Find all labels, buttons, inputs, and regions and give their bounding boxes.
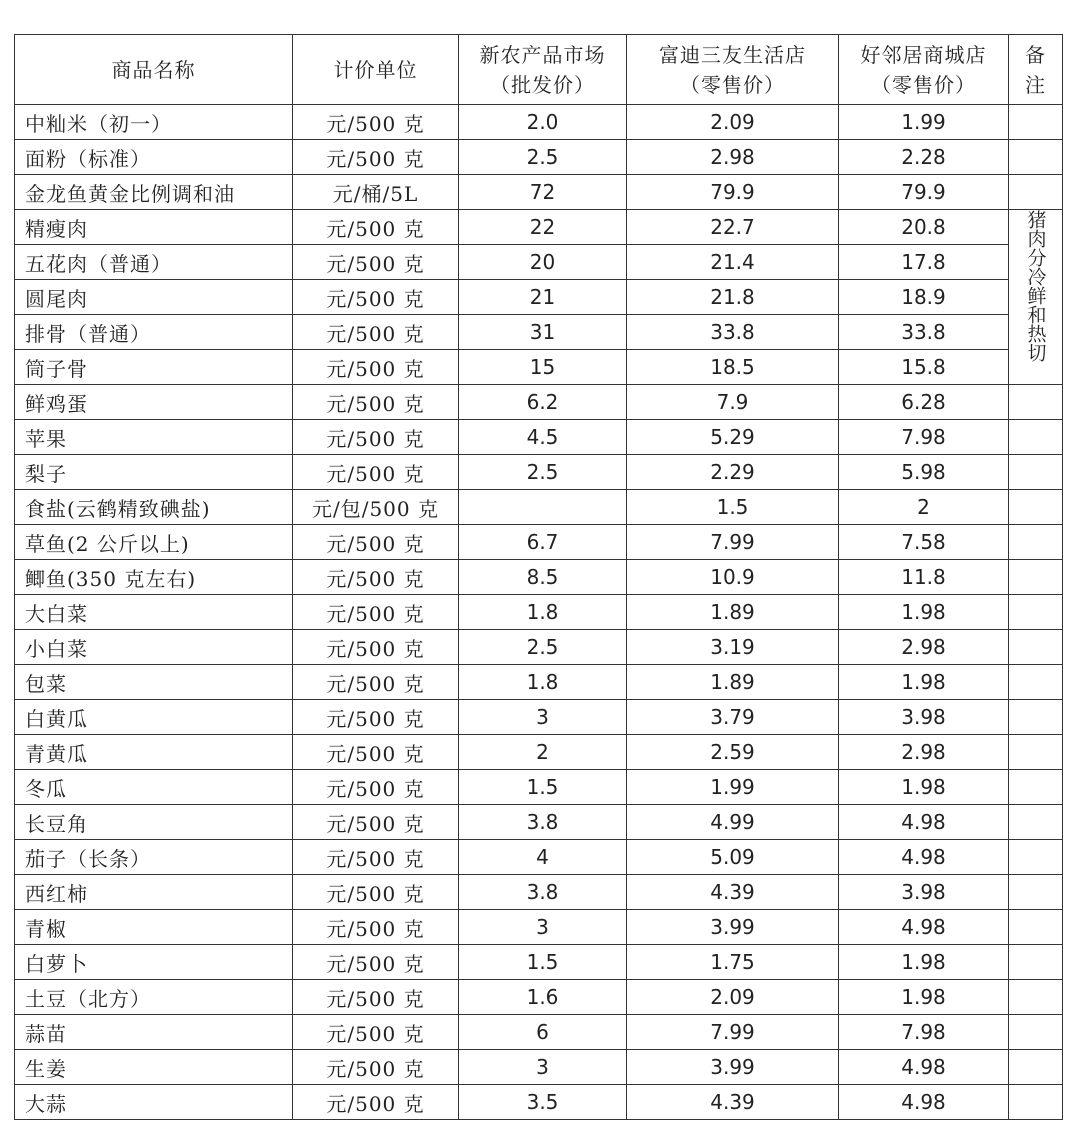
wholesale-price-cell: 3 bbox=[459, 700, 627, 735]
table-row bbox=[15, 630, 1063, 665]
note-cell bbox=[1009, 770, 1063, 805]
product-name-cell: 金龙鱼黄金比例调和油 bbox=[15, 175, 293, 210]
haolinju-price-cell: 5.98 bbox=[839, 455, 1009, 490]
fudi-price-cell: 1.5 bbox=[627, 490, 839, 525]
header-note: 备 注 bbox=[1009, 35, 1063, 105]
haolinju-price-cell: 17.8 bbox=[839, 245, 1009, 280]
fudi-price-cell: 7.99 bbox=[627, 1015, 839, 1050]
fudi-price-cell: 1.99 bbox=[627, 770, 839, 805]
wholesale-price-cell: 4 bbox=[459, 840, 627, 875]
wholesale-price-cell: 1.5 bbox=[459, 945, 627, 980]
unit-cell: 元/500 克 bbox=[293, 105, 459, 140]
fudi-price-cell: 2.98 bbox=[627, 140, 839, 175]
unit-cell: 元/500 克 bbox=[293, 1015, 459, 1050]
wholesale-price-cell: 3.8 bbox=[459, 875, 627, 910]
wholesale-price-cell: 1.8 bbox=[459, 665, 627, 700]
product-name-cell: 圆尾肉 bbox=[15, 280, 293, 315]
wholesale-price-cell: 31 bbox=[459, 315, 627, 350]
header-store-haolinju-title: 好邻居商城店 bbox=[860, 42, 987, 67]
wholesale-price-cell: 3.5 bbox=[459, 1085, 627, 1120]
table-row bbox=[15, 700, 1063, 735]
product-name-cell: 土豆（北方） bbox=[15, 980, 293, 1015]
haolinju-price-cell: 1.98 bbox=[839, 980, 1009, 1015]
fudi-price-cell: 4.39 bbox=[627, 1085, 839, 1120]
haolinju-price-cell: 7.58 bbox=[839, 525, 1009, 560]
fudi-price-cell: 5.29 bbox=[627, 420, 839, 455]
table-row bbox=[15, 560, 1063, 595]
wholesale-price-cell: 72 bbox=[459, 175, 627, 210]
unit-cell: 元/500 克 bbox=[293, 385, 459, 420]
table-row bbox=[15, 490, 1063, 525]
product-name-cell: 生姜 bbox=[15, 1050, 293, 1085]
product-name-cell: 食盐(云鹤精致碘盐) bbox=[15, 490, 293, 525]
product-name-cell: 西红柿 bbox=[15, 875, 293, 910]
haolinju-price-cell: 2.98 bbox=[839, 735, 1009, 770]
table-row bbox=[15, 245, 1063, 280]
table-row bbox=[15, 350, 1063, 385]
pork-note-text: 猪肉分冷鲜和热切 bbox=[1024, 210, 1047, 362]
fudi-price-cell: 21.4 bbox=[627, 245, 839, 280]
table-row bbox=[15, 315, 1063, 350]
note-cell bbox=[1009, 665, 1063, 700]
header-row bbox=[15, 35, 1063, 105]
header-wholesale-market bbox=[459, 35, 627, 105]
fudi-price-cell: 1.89 bbox=[627, 595, 839, 630]
table-row bbox=[15, 175, 1063, 210]
haolinju-price-cell: 1.99 bbox=[839, 105, 1009, 140]
unit-cell: 元/500 克 bbox=[293, 700, 459, 735]
wholesale-price-cell: 6 bbox=[459, 1015, 627, 1050]
table-row bbox=[15, 735, 1063, 770]
unit-cell: 元/500 克 bbox=[293, 315, 459, 350]
unit-cell: 元/500 克 bbox=[293, 1085, 459, 1120]
unit-cell: 元/500 克 bbox=[293, 840, 459, 875]
wholesale-price-cell bbox=[459, 490, 627, 525]
header-store-fudi bbox=[627, 35, 839, 105]
product-name-cell: 筒子骨 bbox=[15, 350, 293, 385]
note-cell bbox=[1009, 105, 1063, 140]
wholesale-price-cell: 15 bbox=[459, 350, 627, 385]
table-row bbox=[15, 1050, 1063, 1085]
header-unit: 计价单位 bbox=[293, 35, 459, 105]
haolinju-price-cell: 4.98 bbox=[839, 840, 1009, 875]
product-name-cell: 苹果 bbox=[15, 420, 293, 455]
table-row bbox=[15, 595, 1063, 630]
haolinju-price-cell: 15.8 bbox=[839, 350, 1009, 385]
wholesale-price-cell: 4.5 bbox=[459, 420, 627, 455]
table-row bbox=[15, 210, 1063, 245]
table-row bbox=[15, 770, 1063, 805]
product-name-cell: 鲜鸡蛋 bbox=[15, 385, 293, 420]
wholesale-price-cell: 2.5 bbox=[459, 140, 627, 175]
note-cell bbox=[1009, 1015, 1063, 1050]
note-cell bbox=[1009, 805, 1063, 840]
haolinju-price-cell: 1.98 bbox=[839, 665, 1009, 700]
haolinju-price-cell: 4.98 bbox=[839, 1085, 1009, 1120]
unit-cell: 元/500 克 bbox=[293, 420, 459, 455]
fudi-price-cell: 33.8 bbox=[627, 315, 839, 350]
product-name-cell: 大蒜 bbox=[15, 1085, 293, 1120]
fudi-price-cell: 2.09 bbox=[627, 980, 839, 1015]
haolinju-price-cell: 4.98 bbox=[839, 805, 1009, 840]
fudi-price-cell: 3.99 bbox=[627, 1050, 839, 1085]
product-name-cell: 鲫鱼(350 克左右) bbox=[15, 560, 293, 595]
wholesale-price-cell: 3 bbox=[459, 910, 627, 945]
fudi-price-cell: 2.09 bbox=[627, 105, 839, 140]
wholesale-price-cell: 2.5 bbox=[459, 630, 627, 665]
product-name-cell: 精瘦肉 bbox=[15, 210, 293, 245]
note-cell bbox=[1009, 385, 1063, 420]
wholesale-price-cell: 21 bbox=[459, 280, 627, 315]
haolinju-price-cell: 18.9 bbox=[839, 280, 1009, 315]
unit-cell: 元/500 克 bbox=[293, 875, 459, 910]
note-cell bbox=[1009, 630, 1063, 665]
table-row bbox=[15, 945, 1063, 980]
unit-cell: 元/500 克 bbox=[293, 140, 459, 175]
unit-cell: 元/500 克 bbox=[293, 805, 459, 840]
haolinju-price-cell: 11.8 bbox=[839, 560, 1009, 595]
product-name-cell: 中籼米（初一） bbox=[15, 105, 293, 140]
product-name-cell: 蒜苗 bbox=[15, 1015, 293, 1050]
fudi-price-cell: 3.19 bbox=[627, 630, 839, 665]
fudi-price-cell: 7.99 bbox=[627, 525, 839, 560]
wholesale-price-cell: 6.7 bbox=[459, 525, 627, 560]
note-cell bbox=[1009, 140, 1063, 175]
note-cell bbox=[1009, 175, 1063, 210]
table-row bbox=[15, 840, 1063, 875]
note-cell bbox=[1009, 875, 1063, 910]
note-cell bbox=[1009, 420, 1063, 455]
wholesale-price-cell: 1.6 bbox=[459, 980, 627, 1015]
unit-cell: 元/500 克 bbox=[293, 945, 459, 980]
wholesale-price-cell: 22 bbox=[459, 210, 627, 245]
table-row bbox=[15, 105, 1063, 140]
header-store-fudi-subtitle: （零售价） bbox=[680, 72, 785, 97]
unit-cell: 元/500 克 bbox=[293, 735, 459, 770]
fudi-price-cell: 7.9 bbox=[627, 385, 839, 420]
wholesale-price-cell: 2.0 bbox=[459, 105, 627, 140]
product-name-cell: 排骨（普通） bbox=[15, 315, 293, 350]
fudi-price-cell: 4.39 bbox=[627, 875, 839, 910]
note-cell bbox=[1009, 455, 1063, 490]
header-store-fudi-title: 富迪三友生活店 bbox=[659, 42, 806, 67]
note-cell bbox=[1009, 910, 1063, 945]
product-name-cell: 小白菜 bbox=[15, 630, 293, 665]
product-name-cell: 草鱼(2 公斤以上) bbox=[15, 525, 293, 560]
header-name: 商品名称 bbox=[15, 35, 293, 105]
note-cell bbox=[1009, 560, 1063, 595]
fudi-price-cell: 79.9 bbox=[627, 175, 839, 210]
haolinju-price-cell: 33.8 bbox=[839, 315, 1009, 350]
wholesale-price-cell: 2.5 bbox=[459, 455, 627, 490]
note-cell bbox=[1009, 1085, 1063, 1120]
haolinju-price-cell: 1.98 bbox=[839, 945, 1009, 980]
fudi-price-cell: 5.09 bbox=[627, 840, 839, 875]
unit-cell: 元/500 克 bbox=[293, 980, 459, 1015]
note-cell bbox=[1009, 735, 1063, 770]
fudi-price-cell: 10.9 bbox=[627, 560, 839, 595]
table-row bbox=[15, 910, 1063, 945]
unit-cell: 元/500 克 bbox=[293, 280, 459, 315]
table-row bbox=[15, 1085, 1063, 1120]
wholesale-price-cell: 1.5 bbox=[459, 770, 627, 805]
haolinju-price-cell: 3.98 bbox=[839, 875, 1009, 910]
note-cell bbox=[1009, 945, 1063, 980]
product-name-cell: 包菜 bbox=[15, 665, 293, 700]
fudi-price-cell: 21.8 bbox=[627, 280, 839, 315]
product-name-cell: 茄子（长条） bbox=[15, 840, 293, 875]
note-cell bbox=[1009, 490, 1063, 525]
fudi-price-cell: 3.99 bbox=[627, 910, 839, 945]
haolinju-price-cell: 3.98 bbox=[839, 700, 1009, 735]
unit-cell: 元/500 克 bbox=[293, 630, 459, 665]
unit-cell: 元/500 克 bbox=[293, 595, 459, 630]
wholesale-price-cell: 6.2 bbox=[459, 385, 627, 420]
unit-cell: 元/500 克 bbox=[293, 665, 459, 700]
wholesale-price-cell: 1.8 bbox=[459, 595, 627, 630]
note-cell bbox=[1009, 840, 1063, 875]
table-row bbox=[15, 385, 1063, 420]
unit-cell: 元/500 克 bbox=[293, 560, 459, 595]
note-cell bbox=[1009, 525, 1063, 560]
product-name-cell: 冬瓜 bbox=[15, 770, 293, 805]
price-table bbox=[14, 34, 1063, 1120]
table-row bbox=[15, 280, 1063, 315]
wholesale-price-cell: 2 bbox=[459, 735, 627, 770]
header-store-haolinju bbox=[839, 35, 1009, 105]
table-row bbox=[15, 140, 1063, 175]
product-name-cell: 五花肉（普通） bbox=[15, 245, 293, 280]
haolinju-price-cell: 4.98 bbox=[839, 1050, 1009, 1085]
fudi-price-cell: 4.99 bbox=[627, 805, 839, 840]
haolinju-price-cell: 2.98 bbox=[839, 630, 1009, 665]
table-row bbox=[15, 420, 1063, 455]
product-name-cell: 面粉（标准） bbox=[15, 140, 293, 175]
haolinju-price-cell: 2 bbox=[839, 490, 1009, 525]
unit-cell: 元/500 克 bbox=[293, 910, 459, 945]
wholesale-price-cell: 3 bbox=[459, 1050, 627, 1085]
unit-cell: 元/500 克 bbox=[293, 350, 459, 385]
unit-cell: 元/500 克 bbox=[293, 1050, 459, 1085]
fudi-price-cell: 1.75 bbox=[627, 945, 839, 980]
haolinju-price-cell: 7.98 bbox=[839, 420, 1009, 455]
fudi-price-cell: 18.5 bbox=[627, 350, 839, 385]
note-cell bbox=[1009, 700, 1063, 735]
unit-cell: 元/500 克 bbox=[293, 770, 459, 805]
table-row bbox=[15, 980, 1063, 1015]
product-name-cell: 梨子 bbox=[15, 455, 293, 490]
haolinju-price-cell: 1.98 bbox=[839, 595, 1009, 630]
note-cell bbox=[1009, 595, 1063, 630]
unit-cell: 元/包/500 克 bbox=[293, 490, 459, 525]
haolinju-price-cell: 79.9 bbox=[839, 175, 1009, 210]
haolinju-price-cell: 6.28 bbox=[839, 385, 1009, 420]
product-name-cell: 长豆角 bbox=[15, 805, 293, 840]
haolinju-price-cell: 7.98 bbox=[839, 1015, 1009, 1050]
haolinju-price-cell: 20.8 bbox=[839, 210, 1009, 245]
table-row bbox=[15, 525, 1063, 560]
fudi-price-cell: 1.89 bbox=[627, 665, 839, 700]
table-row bbox=[15, 875, 1063, 910]
fudi-price-cell: 2.29 bbox=[627, 455, 839, 490]
table-row bbox=[15, 455, 1063, 490]
wholesale-price-cell: 8.5 bbox=[459, 560, 627, 595]
haolinju-price-cell: 2.28 bbox=[839, 140, 1009, 175]
product-name-cell: 白黄瓜 bbox=[15, 700, 293, 735]
unit-cell: 元/500 克 bbox=[293, 210, 459, 245]
wholesale-price-cell: 3.8 bbox=[459, 805, 627, 840]
table-row bbox=[15, 805, 1063, 840]
fudi-price-cell: 22.7 bbox=[627, 210, 839, 245]
wholesale-price-cell: 20 bbox=[459, 245, 627, 280]
product-name-cell: 大白菜 bbox=[15, 595, 293, 630]
haolinju-price-cell: 4.98 bbox=[839, 910, 1009, 945]
header-store-haolinju-subtitle: （零售价） bbox=[871, 72, 976, 97]
table-body bbox=[15, 105, 1063, 1120]
unit-cell: 元/500 克 bbox=[293, 525, 459, 560]
unit-cell: 元/桶/5L bbox=[293, 175, 459, 210]
table-row bbox=[15, 1015, 1063, 1050]
unit-cell: 元/500 克 bbox=[293, 455, 459, 490]
fudi-price-cell: 3.79 bbox=[627, 700, 839, 735]
haolinju-price-cell: 1.98 bbox=[839, 770, 1009, 805]
header-wholesale-title: 新农产品市场 bbox=[479, 42, 606, 67]
product-name-cell: 白萝卜 bbox=[15, 945, 293, 980]
table-header bbox=[15, 35, 1063, 105]
header-wholesale-subtitle: （批发价） bbox=[490, 72, 595, 97]
note-cell bbox=[1009, 1050, 1063, 1085]
product-name-cell: 青黄瓜 bbox=[15, 735, 293, 770]
fudi-price-cell: 2.59 bbox=[627, 735, 839, 770]
note-cell bbox=[1009, 980, 1063, 1015]
unit-cell: 元/500 克 bbox=[293, 245, 459, 280]
table-row bbox=[15, 665, 1063, 700]
product-name-cell: 青椒 bbox=[15, 910, 293, 945]
pork-note-cell bbox=[1009, 210, 1063, 385]
